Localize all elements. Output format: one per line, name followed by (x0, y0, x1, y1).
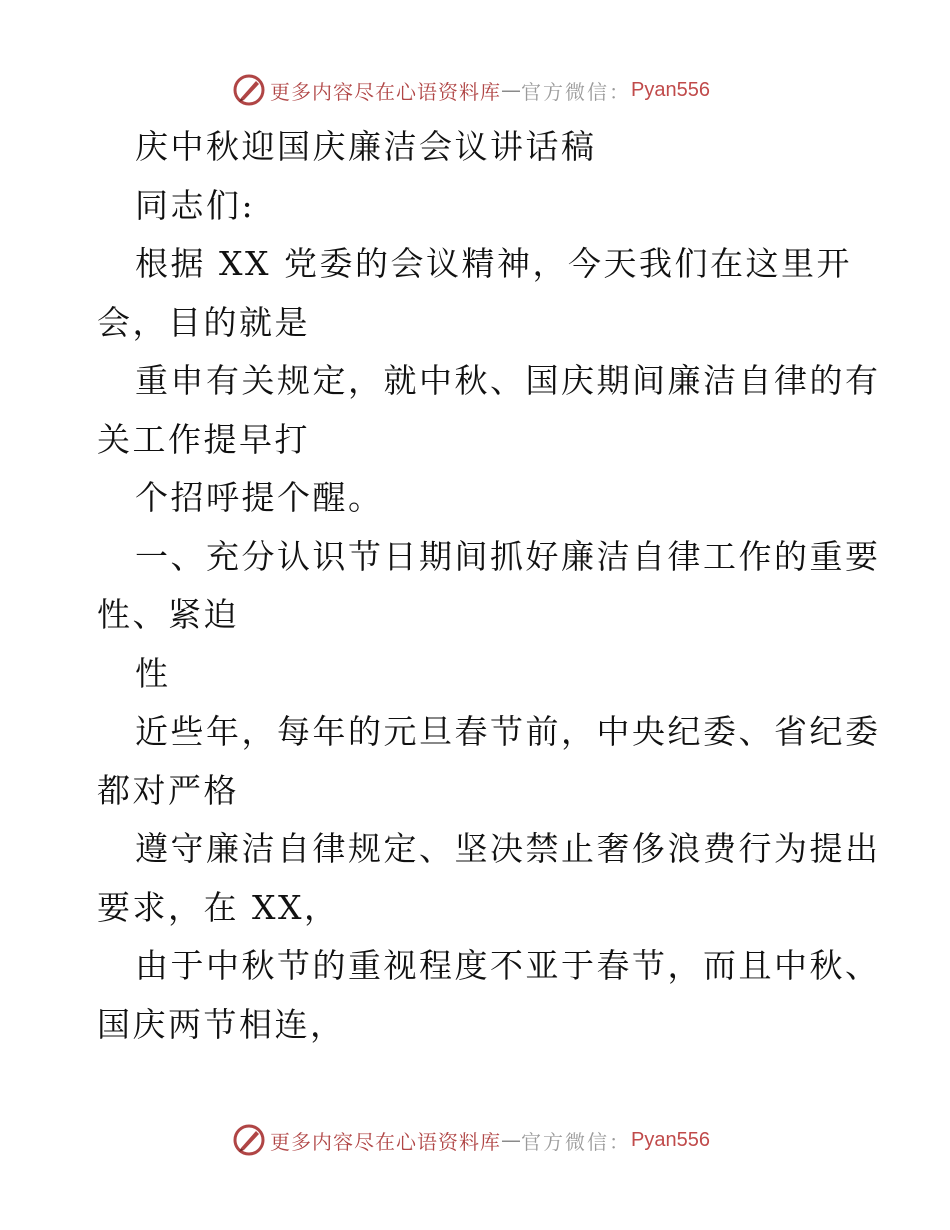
watermark-wechat-id: Pyan556 (631, 78, 710, 101)
watermark-wechat-label: 官方微信： (521, 1129, 631, 1154)
watermark-text: 更多内容尽在心语资料库 (270, 79, 501, 104)
paragraph-line: 国庆两节相连， (97, 1004, 346, 1044)
salutation: 同志们: (135, 185, 256, 225)
section-heading: 性、紧迫 (97, 595, 239, 634)
section-heading: 一、充分认识节日期间抓好廉洁自律工作的重要 (135, 536, 881, 576)
section-heading: 性 (135, 653, 171, 693)
watermark-separator: — (501, 78, 521, 102)
paragraph-line: 遵守廉洁自律规定、坚决禁止奢侈浪费行为提出 (135, 829, 881, 868)
paragraph-line: 会，目的就是 (97, 302, 310, 342)
document-body (97, 118, 881, 1054)
pen-logo-icon (232, 73, 266, 107)
footer-watermark (232, 1122, 710, 1158)
paragraph-line: 都对严格 (97, 770, 239, 810)
paragraph-line: 重申有关规定，就中秋、国庆期间廉洁自律的有 (135, 361, 881, 400)
watermark-text: 更多内容尽在心语资料库 (270, 1129, 501, 1154)
pen-logo-icon (232, 1123, 266, 1157)
header-watermark (232, 72, 710, 108)
paragraph-line: 近些年，每年的元旦春节前，中央纪委、省纪委 (135, 712, 881, 751)
paragraph-line: 要求，在 XX， (97, 887, 340, 927)
paragraph-line: 个招呼提个醒。 (135, 478, 384, 517)
watermark-wechat-label: 官方微信： (521, 79, 631, 104)
paragraph-line: 根据 XX 党委的会议精神，今天我们在这里开 (135, 244, 852, 283)
paragraph-line: 由于中秋节的重视程度不亚于春节，而且中秋、 (135, 946, 881, 985)
watermark-wechat-id: Pyan556 (631, 1128, 710, 1151)
paragraph-line: 关工作提早打 (97, 419, 310, 459)
watermark-separator: — (501, 1128, 521, 1152)
document-title: 庆中秋迎国庆廉洁会议讲话稿 (135, 127, 597, 166)
